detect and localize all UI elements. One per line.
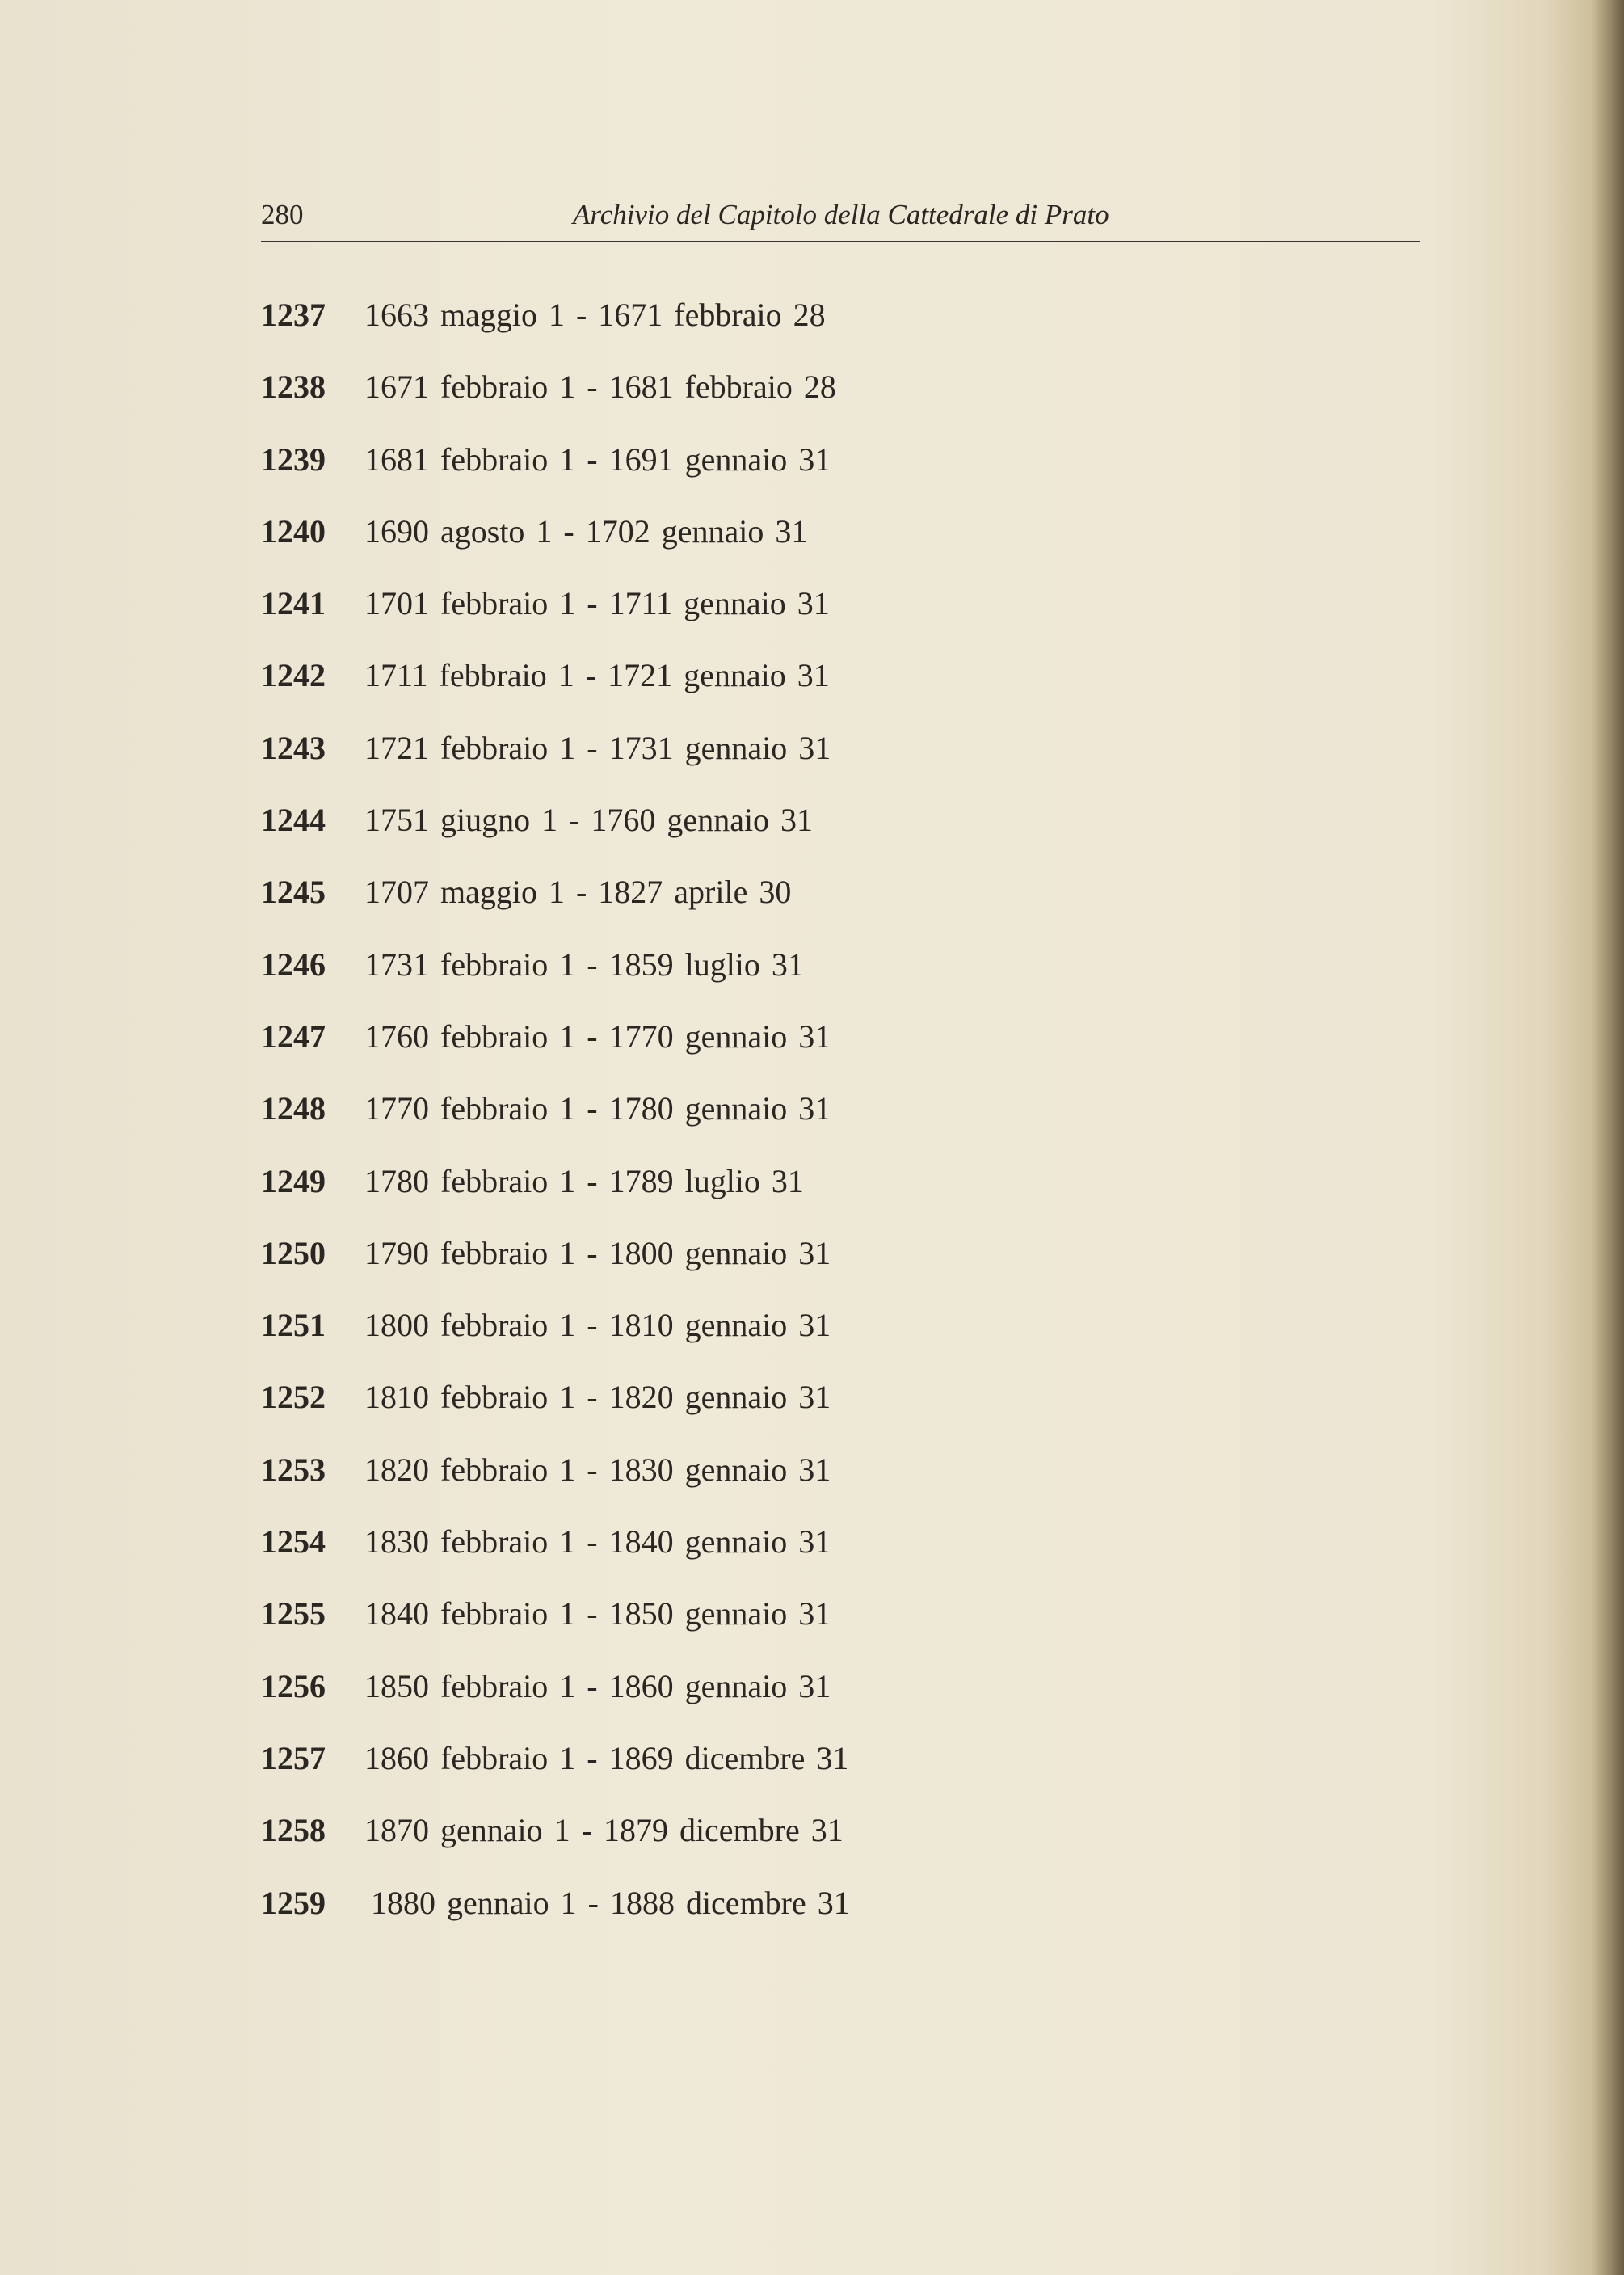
list-item — [261, 364, 1231, 436]
entry-date-range: 1770 febbraio 1 - 1780 gennaio 31 — [364, 1090, 831, 1127]
running-header — [261, 192, 1420, 242]
entry-date-range: 1760 febbraio 1 - 1770 gennaio 31 — [364, 1017, 831, 1055]
list-item — [261, 1014, 1231, 1086]
entry-number: 1255 — [261, 1595, 326, 1633]
list-item — [261, 1231, 1231, 1303]
entry-date-range: 1840 febbraio 1 - 1850 gennaio 31 — [364, 1595, 831, 1633]
entry-date-range: 1701 febbraio 1 - 1711 gennaio 31 — [364, 585, 830, 622]
entry-date-range: 1850 febbraio 1 - 1860 gennaio 31 — [364, 1667, 831, 1704]
entry-number: 1254 — [261, 1523, 326, 1561]
list-item — [261, 798, 1231, 870]
entry-date-range: 1681 febbraio 1 - 1691 gennaio 31 — [364, 440, 831, 478]
entry-number: 1245 — [261, 874, 326, 911]
list-item — [261, 1375, 1231, 1447]
book-gutter-edge — [1592, 0, 1624, 2275]
entry-date-range: 1830 febbraio 1 - 1840 gennaio 31 — [364, 1523, 831, 1561]
list-item — [261, 870, 1231, 942]
entry-number: 1244 — [261, 802, 326, 839]
list-item — [261, 1664, 1231, 1736]
entry-date-range: 1711 febbraio 1 - 1721 gennaio 31 — [364, 657, 830, 694]
entry-date-range: 1671 febbraio 1 - 1681 febbraio 28 — [364, 369, 836, 406]
entry-number: 1259 — [261, 1884, 326, 1921]
entry-date-range: 1721 febbraio 1 - 1731 gennaio 31 — [364, 729, 831, 766]
list-item — [261, 1159, 1231, 1231]
entry-number: 1250 — [261, 1234, 326, 1271]
entry-number: 1249 — [261, 1162, 326, 1199]
entry-date-range: 1780 febbraio 1 - 1789 luglio 31 — [364, 1162, 804, 1199]
list-item — [261, 1303, 1231, 1375]
entry-number: 1242 — [261, 657, 326, 694]
entry-date-range: 1820 febbraio 1 - 1830 gennaio 31 — [364, 1451, 831, 1488]
list-item — [261, 1591, 1231, 1663]
list-item — [261, 581, 1231, 653]
list-item — [261, 653, 1231, 725]
entry-date-range: 1707 maggio 1 - 1827 aprile 30 — [364, 874, 792, 911]
list-item — [261, 1881, 1231, 1953]
entry-number: 1248 — [261, 1090, 326, 1127]
list-item — [261, 1519, 1231, 1591]
entry-number: 1257 — [261, 1739, 326, 1776]
entry-number: 1258 — [261, 1812, 326, 1849]
register-list — [261, 293, 1231, 1953]
list-item — [261, 1808, 1231, 1880]
entry-number: 1237 — [261, 297, 326, 333]
entry-number: 1253 — [261, 1451, 326, 1488]
entry-date-range: 1663 maggio 1 - 1671 febbraio 28 — [364, 297, 826, 333]
list-item — [261, 942, 1231, 1014]
list-item — [261, 1447, 1231, 1519]
entry-number: 1238 — [261, 369, 326, 406]
entry-number: 1247 — [261, 1017, 326, 1055]
list-item — [261, 437, 1231, 509]
entry-number: 1241 — [261, 585, 326, 622]
entry-date-range: 1690 agosto 1 - 1702 gennaio 31 — [364, 512, 808, 550]
entry-number: 1252 — [261, 1379, 326, 1416]
entry-date-range: 1860 febbraio 1 - 1869 dicembre 31 — [364, 1739, 849, 1776]
entry-number: 1243 — [261, 729, 326, 766]
page-number: 280 — [261, 199, 304, 230]
list-item — [261, 726, 1231, 798]
entry-date-range: 1810 febbraio 1 - 1820 gennaio 31 — [364, 1379, 831, 1416]
entry-date-range: 1731 febbraio 1 - 1859 luglio 31 — [364, 946, 804, 983]
entry-number: 1246 — [261, 946, 326, 983]
entry-number: 1240 — [261, 512, 326, 550]
list-item — [261, 509, 1231, 581]
list-item — [261, 293, 1231, 364]
entry-number: 1239 — [261, 440, 326, 478]
entry-number: 1256 — [261, 1667, 326, 1704]
entry-date-range: 1800 febbraio 1 - 1810 gennaio 31 — [364, 1307, 831, 1344]
list-item — [261, 1736, 1231, 1808]
list-item — [261, 1086, 1231, 1158]
entry-date-range: 1790 febbraio 1 - 1800 gennaio 31 — [364, 1234, 831, 1271]
entry-date-range: 1880 gennaio 1 - 1888 dicembre 31 — [371, 1884, 850, 1921]
entry-number: 1251 — [261, 1307, 326, 1344]
entry-date-range: 1870 gennaio 1 - 1879 dicembre 31 — [364, 1812, 844, 1849]
running-title: Archivio del Capitolo della Cattedrale di Prato — [573, 199, 1109, 230]
entry-date-range: 1751 giugno 1 - 1760 gennaio 31 — [364, 802, 814, 839]
